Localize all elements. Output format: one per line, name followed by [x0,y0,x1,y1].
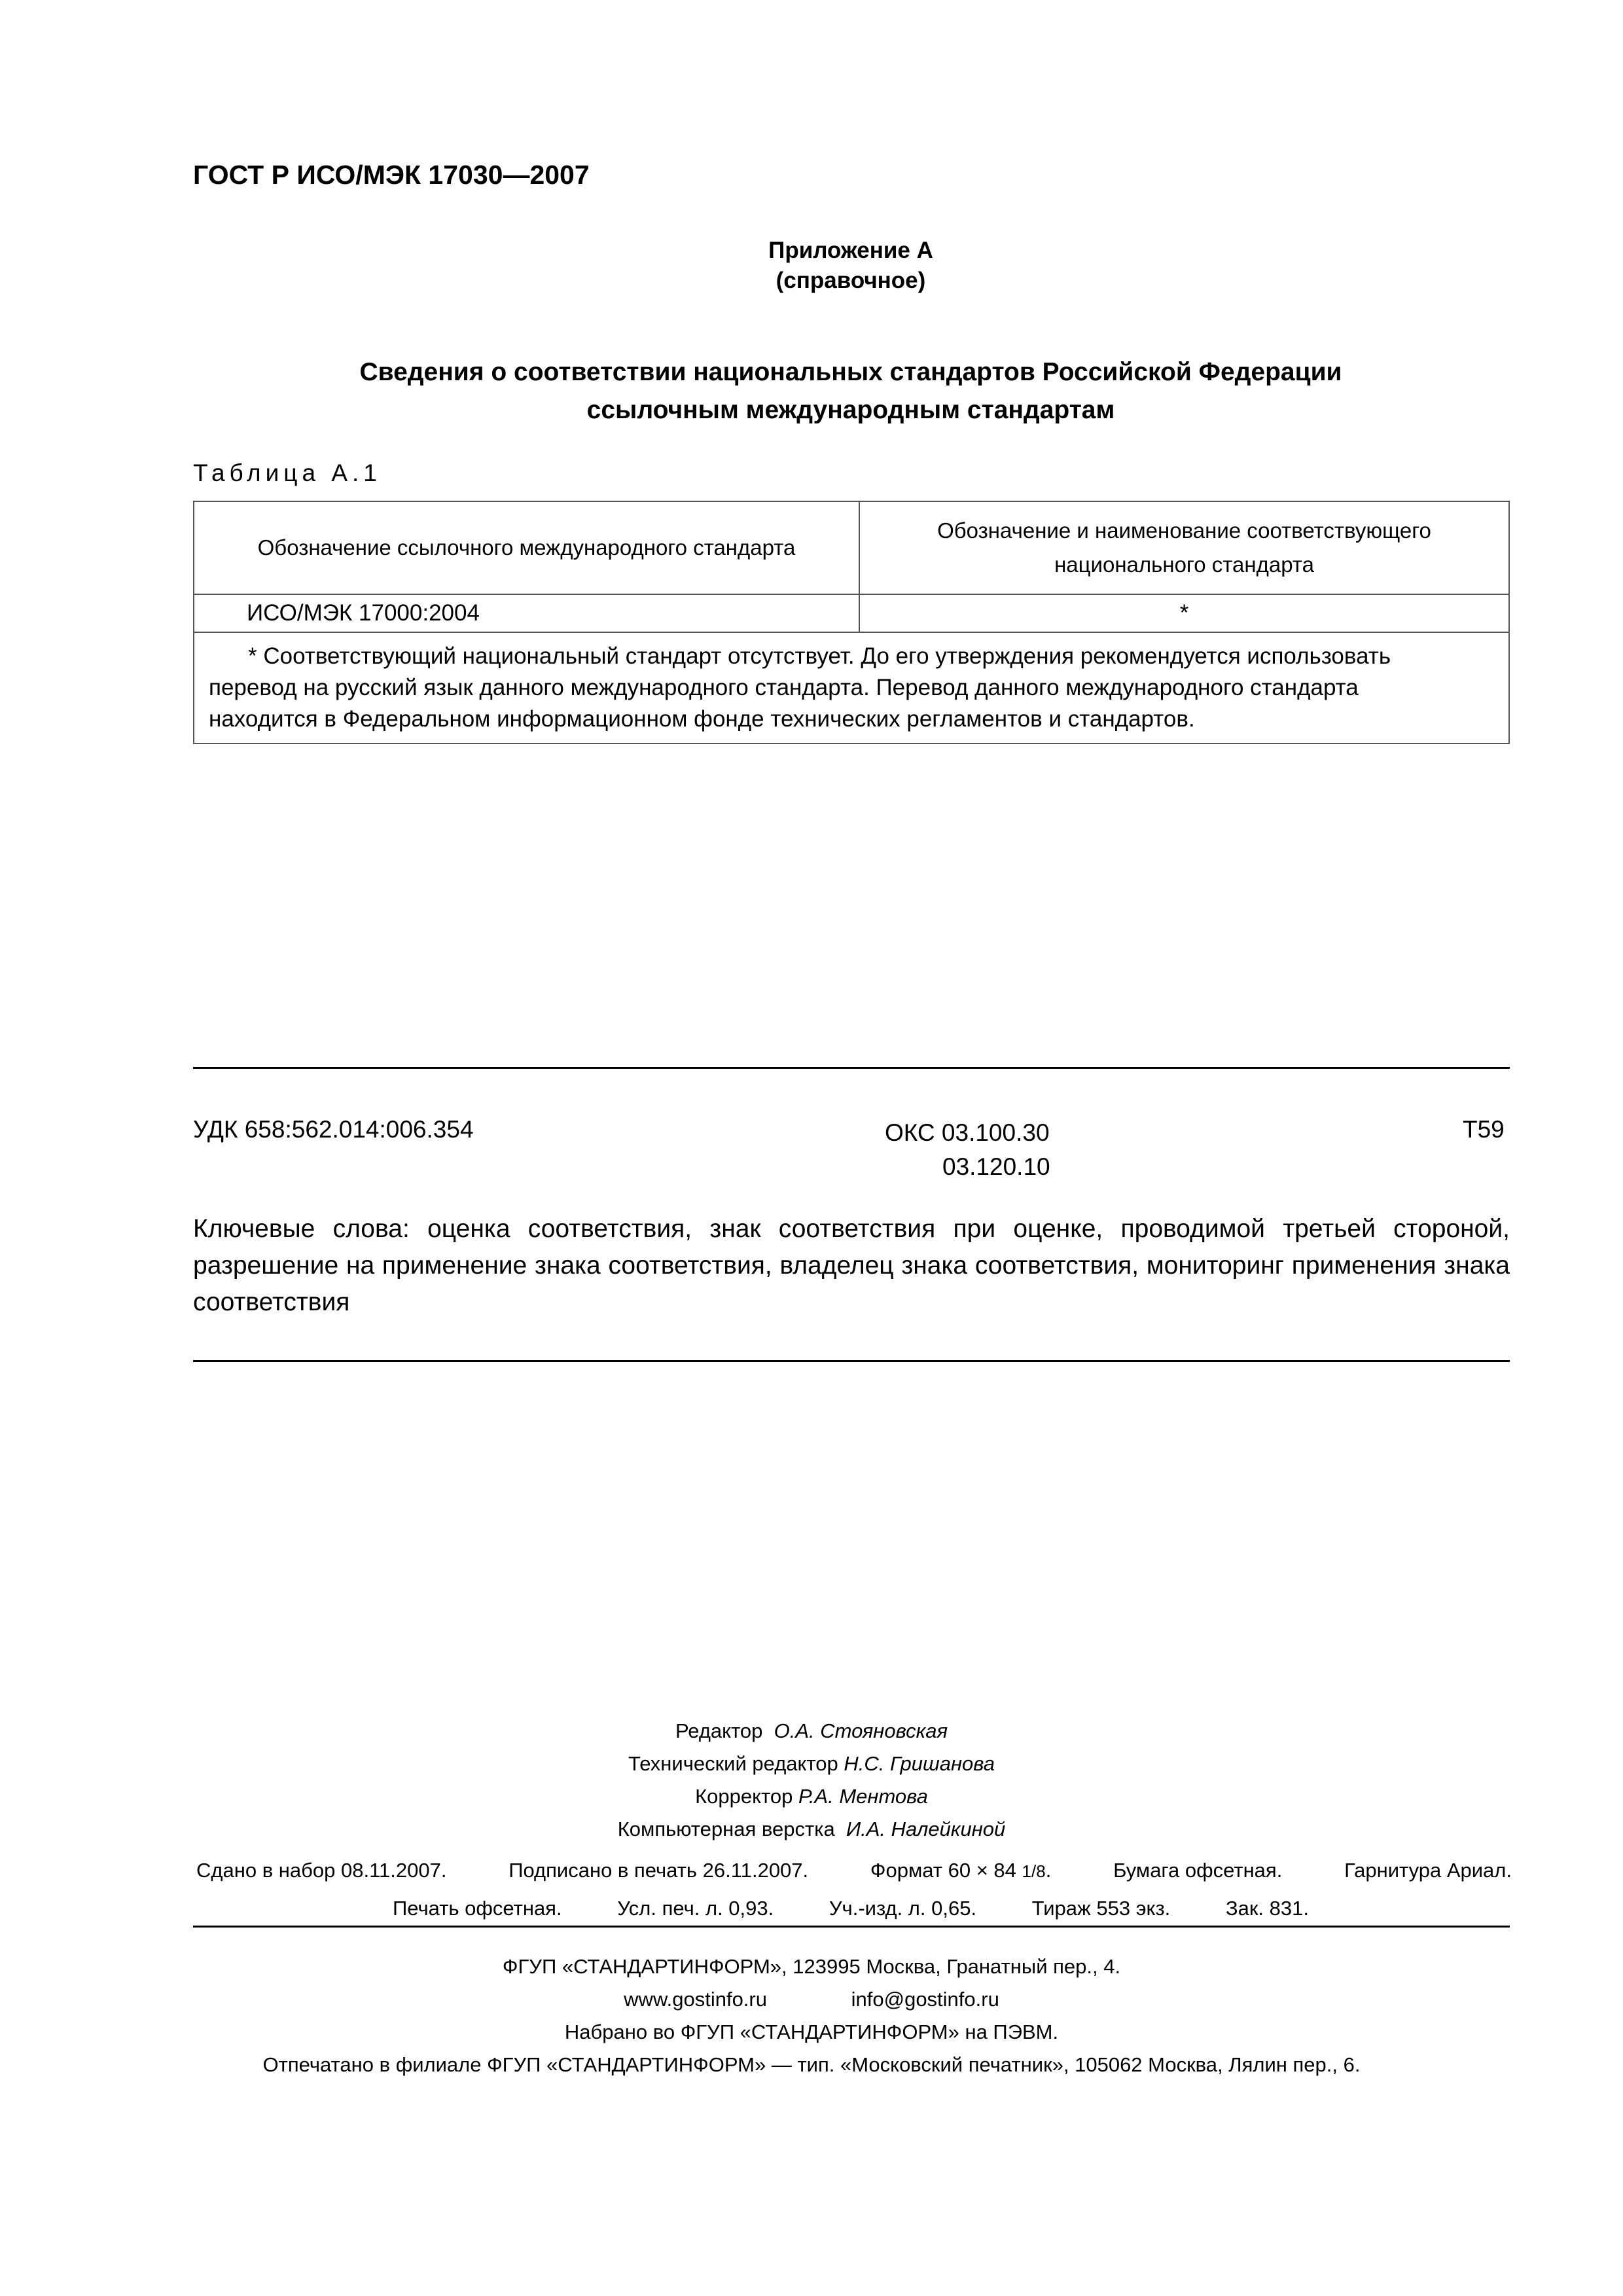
international-standard-cell: ИСО/МЭК 17000:2004 [194,594,859,632]
layout-label: Компьютерная верстка [617,1818,835,1840]
table-caption: Таблица А.1 [193,459,382,486]
typeset-info: Набрано во ФГУП «СТАНДАРТИНФОРМ» на ПЭВМ. [564,2020,1059,2043]
font-type: Гарнитура Ариал. [1344,1859,1512,1882]
corrector-name: Р.А. Ментова [798,1785,928,1808]
table-row [194,594,1509,632]
credits-block [0,1715,1623,1846]
reference-table [193,501,1510,744]
classification-code: Т59 [1463,1116,1505,1143]
editor-name: О.А. Стояновская [774,1719,948,1742]
footnote-line-2: перевод на русский язык данного международного стандарта. Перевод данного международного стандарта [209,675,1359,700]
oks-line-1: ОКС 03.100.30 [885,1119,1050,1146]
divider-top [193,1067,1510,1069]
format-value: Формат 60 × 84 [870,1859,1016,1882]
col2-header-line-1: Обозначение и наименование соответствующего [937,518,1431,543]
col1-header: Обозначение ссылочного международного стандарта [194,501,859,594]
print-info-line-2 [393,1897,1309,1920]
tech-editor-label: Технический редактор [628,1752,838,1775]
print-type: Печать офсетная. [393,1897,562,1920]
format-fraction: 1/8 [1022,1861,1046,1881]
layout-line [0,1813,1623,1846]
uch-sheets: Уч.-изд. л. 0,65. [829,1897,977,1920]
tech-editor-name: Н.С. Гришанова [844,1752,995,1775]
footnote-line-3: находится в Федеральном информационном фонде технических регламентов и стандартов. [209,706,1195,732]
divider-middle [193,1360,1510,1362]
tirage: Тираж 553 экз. [1031,1897,1171,1920]
title-line-1: Сведения о соответствии национальных стандартов Российской Федерации [359,358,1342,386]
usl-sheets: Усл. печ. л. 0,93. [617,1897,774,1920]
corrector-line [0,1780,1623,1813]
order-number: Зак. 831. [1225,1897,1309,1920]
publisher-contacts [0,1983,1623,2016]
print-info-line-1 [196,1859,1512,1882]
col2-header-line-2: национального стандарта [1054,552,1314,577]
udk-code: УДК 658:562.014:006.354 [193,1116,474,1143]
tech-editor-line [0,1748,1623,1780]
publisher-address: ФГУП «СТАНДАРТИНФОРМ», 123995 Москва, Гранатный пер., 4. [502,1955,1121,1978]
printed-info: Отпечатано в филиале ФГУП «СТАНДАРТИНФОРМ» — тип. «Московский печатник», 105062 Москва, Лялин пер., 6. [262,2053,1361,2076]
page-title [196,353,1505,429]
title-line-2: ссылочным международным стандартам [586,396,1115,424]
annex-status: (справочное) [776,268,926,293]
publisher-block [0,1950,1623,2081]
oks-line-2: 03.120.10 [942,1153,1050,1180]
annex-heading [720,236,982,296]
layout-name: И.А. Налейкиной [846,1818,1006,1840]
col2-header [859,501,1509,594]
editor-label: Редактор [675,1719,763,1742]
keywords: Ключевые слова: оценка соответствия, знак соответствия при оценке, проводимой третьей стороной, разрешение на применение знака соответствия, владелец знака соответствия, мониторинг применения знака соответствия [193,1215,1510,1316]
oks-code [885,1116,1050,1184]
submitted-date: Сдано в набор 08.11.2007. [196,1859,447,1882]
document-code: ГОСТ Р ИСО/МЭК 17030—2007 [193,160,590,190]
paper-type: Бумага офсетная. [1113,1859,1283,1882]
publisher-email[interactable]: info@gostinfo.ru [851,1988,999,2011]
publisher-website[interactable]: www.gostinfo.ru [624,1988,767,2011]
national-standard-cell: * [859,594,1509,632]
annex-title: Приложение А [768,238,933,263]
editor-line [0,1715,1623,1748]
signed-date: Подписано в печать 26.11.2007. [508,1859,809,1882]
corrector-label: Корректор [695,1785,793,1808]
table-header-row [194,501,1509,594]
table-note-row [194,632,1509,744]
table-footnote [194,632,1509,744]
divider-bottom [193,1926,1510,1928]
format: Формат 60 × 84 1/8. [870,1859,1052,1882]
footnote-line-1: * Соответствующий национальный стандарт отсутствует. До его утверждения рекомендуется использовать [248,643,1391,669]
